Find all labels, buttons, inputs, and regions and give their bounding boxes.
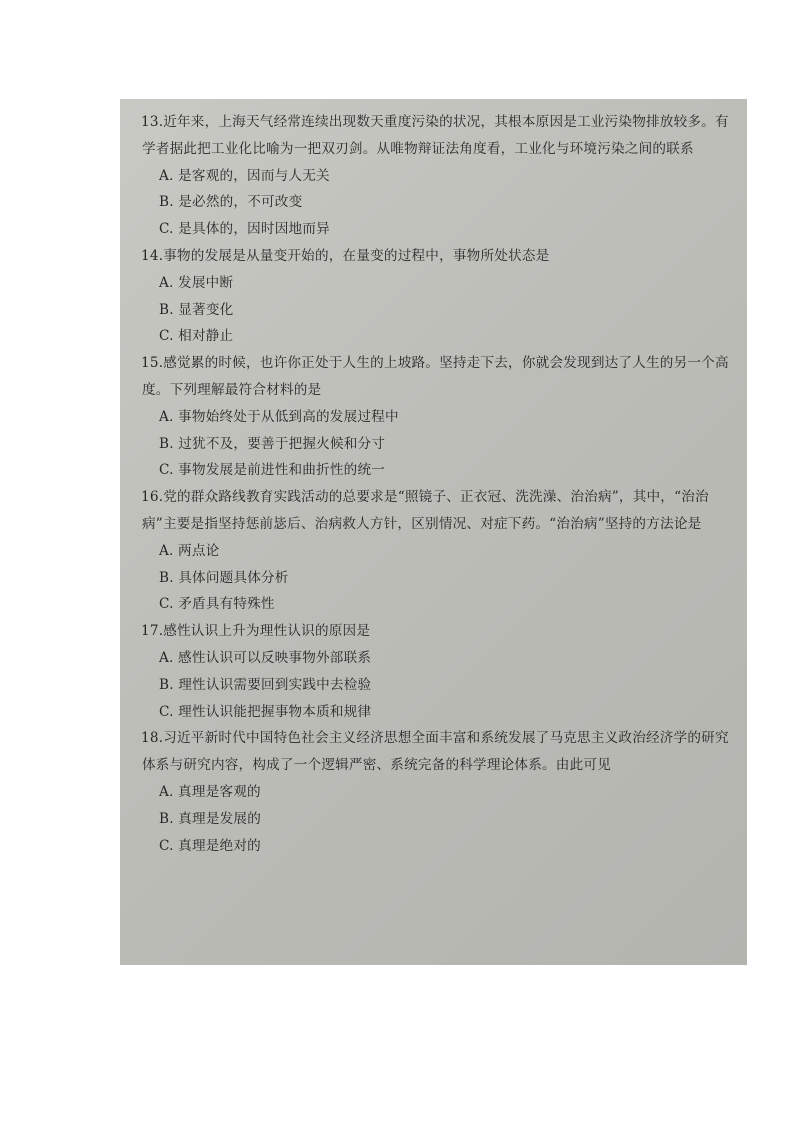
option-c: C. 真理是绝对的 [159,837,261,854]
option-c: C. 事物发展是前进性和曲折性的统一 [159,462,386,479]
question-18 [142,725,732,859]
option-b: B. 理性认识需要回到实践中去检验 [159,676,372,693]
option-c: C. 相对静止 [159,328,234,345]
question-number: 17. [141,623,164,640]
question-text: 事物的发展是从量变开始的，在量变的过程中，事物所处状态是 [163,247,550,264]
question-14 [142,243,732,350]
option-b: B. 具体问题具体分析 [159,569,289,586]
question-16 [142,484,732,618]
question-stem [142,725,732,779]
question-stem [142,243,732,270]
question-number: 18. [141,730,164,747]
question-text: 感性认识上升为理性认识的原因是 [163,623,371,640]
option-a: A. 两点论 [159,542,220,559]
question-number: 14. [141,247,164,264]
question-number: 13. [141,114,164,130]
option-b: B. 过犹不及，要善于把握火候和分寸 [159,435,386,452]
option-a: A. 发展中断 [159,274,234,291]
question-stem [142,350,732,404]
option-c: C. 是具体的，因时因地而异 [159,221,330,238]
question-13 [142,109,732,243]
option-a: A. 是客观的，因而与人无关 [159,167,330,184]
question-stem [142,109,732,163]
option-b: B. 是必然的，不可改变 [159,194,303,211]
option-a: A. 事物始终处于从低到高的发展过程中 [159,408,399,425]
question-list [142,109,732,859]
option-b: B. 显著变化 [159,301,234,318]
question-stem [142,484,732,538]
question-text: 习近平新时代中国特色社会主义经济思想全面丰富和系统发展了马克思主义政治经济学的研究体系与研究内容，构成了一个逻辑严密、系统完备的科学理论体系。由此可见 [142,730,729,774]
question-text: 党的群众路线教育实践活动的总要求是“照镜子、正衣冠、洗洗澡、治治病”，其中，“治治病”主要是指坚持惩前毖后、治病救人方针，区别情况、对症下药。“治治病”坚持的方法论是 [142,489,709,532]
question-stem [142,618,732,645]
option-c: C. 矛盾具有特殊性 [159,596,275,613]
question-text: 感觉累的时候，也许你正处于人生的上坡路。坚持走下去，你就会发现到达了人生的另一个高度。下列理解最符合材料的是 [142,355,729,398]
question-number: 15. [141,355,164,372]
question-text: 近年来，上海天气经常连续出现数天重度污染的状况，其根本原因是工业污染物排放较多。有学者据此把工业化比喻为一把双刃剑。从唯物辩证法角度看，工业化与环境污染之间的联系 [142,114,729,157]
question-15 [142,350,732,484]
scanned-page-photo [120,99,747,965]
question-number: 16. [141,489,164,506]
option-a: A. 感性认识可以反映事物外部联系 [159,649,372,666]
question-17 [142,618,732,725]
option-c: C. 理性认识能把握事物本质和规律 [159,703,372,720]
option-a: A. 真理是客观的 [159,783,261,800]
option-b: B. 真理是发展的 [159,810,261,827]
